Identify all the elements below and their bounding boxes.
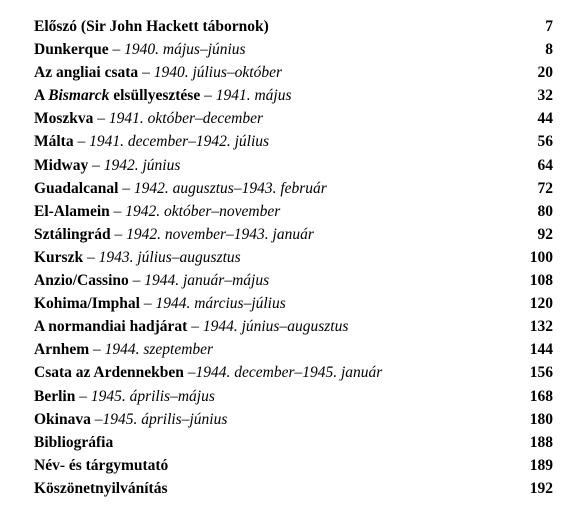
entry-separator: – xyxy=(73,133,90,151)
entry-page-number: 44 xyxy=(537,110,553,128)
toc-entry-acknowledgements xyxy=(34,477,553,500)
entry-page-number: 56 xyxy=(537,133,553,151)
toc-entry-kurszk xyxy=(34,246,553,269)
entry-page-number: 32 xyxy=(537,87,553,105)
toc-entry-anzio-cassino xyxy=(34,269,553,292)
entry-title: Berlin xyxy=(34,387,76,405)
entry-date: 1941. október–december xyxy=(108,110,264,128)
toc-entry-arnhem xyxy=(34,338,553,361)
entry-separator: – xyxy=(110,225,127,243)
entry-title xyxy=(34,87,200,104)
entry-separator: – xyxy=(187,318,203,336)
entry-title-prefix: A xyxy=(34,87,49,105)
entry-separator: – xyxy=(183,364,196,382)
entry-page-number: 132 xyxy=(529,318,553,336)
entry-title: Köszönetnyilvánítás xyxy=(34,479,168,497)
entry-page-number: 108 xyxy=(529,272,553,290)
entry-date: 1944. június–augusztus xyxy=(202,318,349,336)
entry-title: El-Alamein xyxy=(34,202,110,220)
entry-page-number: 8 xyxy=(545,41,553,59)
entry-page-number: 20 xyxy=(537,64,553,82)
entry-page-number: 188 xyxy=(529,433,553,451)
entry-page-number: 80 xyxy=(537,202,553,220)
toc-entry-bismarck xyxy=(34,84,553,107)
entry-page-number: 180 xyxy=(529,410,553,428)
toc-entry-midway xyxy=(34,154,553,177)
toc-entry-berlin xyxy=(34,385,553,408)
entry-title: Guadalcanal xyxy=(34,179,119,197)
entry-title: Arnhem xyxy=(34,341,90,359)
entry-title-ship-name: Bismarck xyxy=(48,87,110,105)
toc-entry-guadalcanal xyxy=(34,177,553,200)
entry-title: Bibliográfia xyxy=(34,433,114,451)
entry-page-number: 144 xyxy=(529,341,553,359)
entry-title: Csata az Ardennekben xyxy=(34,364,184,382)
entry-date: 1940. május–június xyxy=(124,41,246,59)
entry-date: 1941. május xyxy=(215,87,292,105)
entry-separator: – xyxy=(93,110,109,128)
entry-title: Okinava xyxy=(34,410,91,428)
entry-page-number: 64 xyxy=(537,156,553,174)
toc-entry-malta xyxy=(34,130,553,153)
entry-separator: – xyxy=(75,387,91,405)
entry-separator: – xyxy=(89,341,105,359)
entry-date: 1942. június xyxy=(103,156,181,174)
entry-page-number: 168 xyxy=(529,387,553,405)
entry-date: 1945. április–május xyxy=(90,387,215,405)
entry-date: 1940. július–október xyxy=(153,64,282,82)
toc-entry-battle-of-britain xyxy=(34,61,553,84)
entry-date: 1944. december–1945. január xyxy=(195,364,383,382)
toc-entry-sztalingrad xyxy=(34,223,553,246)
entry-page-number: 192 xyxy=(529,479,553,497)
entry-title: Málta xyxy=(34,133,74,151)
table-of-contents xyxy=(34,15,553,500)
entry-title: A normandiai hadjárat xyxy=(34,318,188,336)
entry-separator: – xyxy=(83,248,99,266)
toc-entry-index xyxy=(34,454,553,477)
entry-title: Midway xyxy=(34,156,89,174)
entry-date: 1944. január–május xyxy=(144,272,270,290)
entry-date: 1944. március–július xyxy=(155,295,286,313)
entry-separator: – xyxy=(139,295,156,313)
entry-separator: – xyxy=(118,179,134,197)
entry-separator: – xyxy=(88,156,104,174)
entry-title: Moszkva xyxy=(34,110,94,128)
toc-entry-moszkva xyxy=(34,107,553,130)
toc-entry-kohima-imphal xyxy=(34,292,553,315)
entry-page-number: 7 xyxy=(545,18,553,35)
toc-entry-foreword xyxy=(34,15,553,38)
entry-date: 1945. április–június xyxy=(102,410,228,428)
entry-separator: – xyxy=(90,410,103,428)
entry-page-number: 72 xyxy=(537,179,553,197)
entry-date: 1941. december–1942. július xyxy=(89,133,270,151)
toc-entry-normandy xyxy=(34,315,553,338)
entry-page-number: 189 xyxy=(529,456,553,474)
toc-entry-okinava xyxy=(34,408,553,431)
toc-entry-bibliography xyxy=(34,431,553,454)
toc-entry-dunkerque xyxy=(34,38,553,61)
entry-title-suffix: elsüllyesztése xyxy=(109,87,201,105)
entry-separator: – xyxy=(200,87,216,105)
entry-page-number: 120 xyxy=(529,295,553,313)
entry-separator: – xyxy=(108,41,125,59)
entry-title: Anzio/Cassino xyxy=(34,272,129,290)
entry-date: 1942. november–1943. január xyxy=(126,225,314,243)
entry-page-number: 92 xyxy=(537,225,553,243)
entry-date: 1944. szeptember xyxy=(104,341,214,359)
entry-separator: – xyxy=(138,64,154,82)
entry-title: Előszó (Sir John Hackett tábornok) xyxy=(34,18,269,35)
entry-title: Kohima/Imphal xyxy=(34,295,140,313)
toc-entry-ardennes xyxy=(34,361,553,384)
entry-date: 1943. július–augusztus xyxy=(98,248,241,266)
entry-title: Az angliai csata xyxy=(34,64,139,82)
entry-title: Dunkerque xyxy=(34,41,109,59)
entry-title: Kurszk xyxy=(34,248,84,266)
entry-date: 1942. október–november xyxy=(125,202,281,220)
entry-separator: – xyxy=(128,272,145,290)
entry-page-number: 100 xyxy=(529,248,553,266)
entry-separator: – xyxy=(109,202,126,220)
toc-entry-el-alamein xyxy=(34,200,553,223)
entry-date: 1942. augusztus–1943. február xyxy=(133,179,327,197)
entry-title: Név- és tárgymutató xyxy=(34,456,169,474)
entry-title: Sztálingrád xyxy=(34,225,111,243)
entry-page-number: 156 xyxy=(529,364,553,382)
